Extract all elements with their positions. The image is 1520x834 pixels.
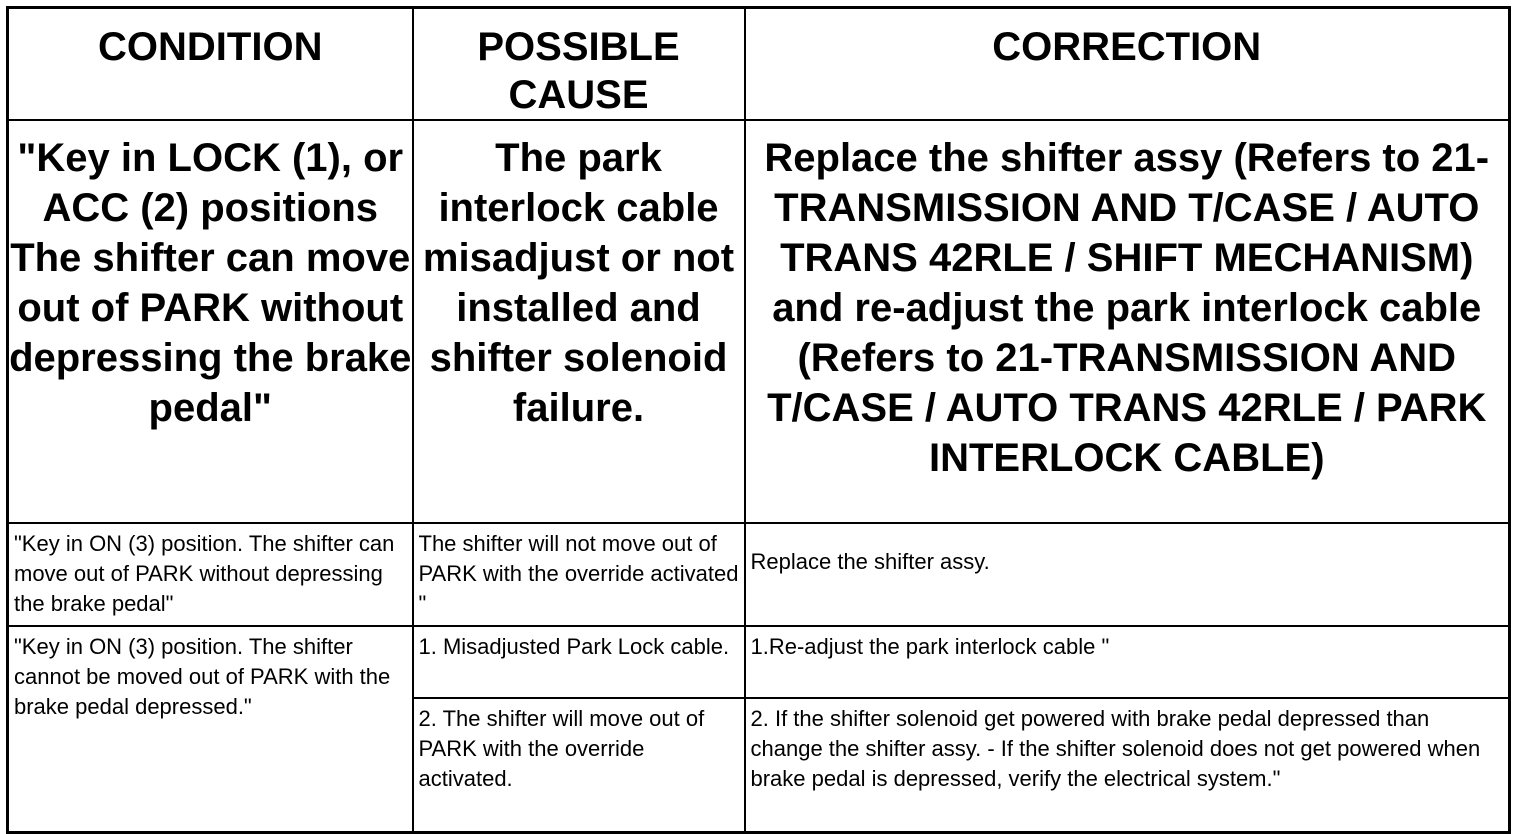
diagnosis-table <box>6 6 1511 834</box>
cause-cell: 1. Misadjusted Park Lock cable. <box>413 626 745 698</box>
condition-cell: "Key in LOCK (1), or ACC (2) positions The shifter can move out of PARK without depressing the brake pedal" <box>8 120 413 523</box>
cause-cell: The shifter will not move out of PARK with the override activated " <box>413 523 745 626</box>
header-possible-cause: POSSIBLE CAUSE <box>413 8 745 121</box>
condition-cell: "Key in ON (3) position. The shifter can move out of PARK without depressing the brake pedal" <box>8 523 413 626</box>
table-row <box>8 120 1510 523</box>
correction-cell: Replace the shifter assy (Refers to 21-TRANSMISSION AND T/CASE / AUTO TRANS 42RLE / SHIFT MECHANISM) and re-adjust the park interlock cable (Refers to 21-TRANSMISSION AND T/CASE / AUTO TRANS 42RLE / PARK INTERLOCK CABLE) <box>745 120 1510 523</box>
header-correction: CORRECTION <box>745 8 1510 121</box>
cause-cell: 2. The shifter will move out of PARK with the override activated. <box>413 698 745 832</box>
correction-cell: 1.Re-adjust the park interlock cable " <box>745 626 1510 698</box>
header-row <box>8 8 1510 121</box>
correction-cell: Replace the shifter assy. <box>745 523 1510 626</box>
cause-cell: The park interlock cable misadjust or not installed and shifter solenoid failure. <box>413 120 745 523</box>
table-row <box>8 626 1510 698</box>
condition-cell: "Key in ON (3) position. The shifter cannot be moved out of PARK with the brake pedal depressed." <box>8 626 413 832</box>
correction-cell: 2. If the shifter solenoid get powered with brake pedal depressed than change the shifter assy. - If the shifter solenoid does not get powered when brake pedal is depressed, verify the electrical system." <box>745 698 1510 832</box>
table-row <box>8 523 1510 626</box>
header-condition: CONDITION <box>8 8 413 121</box>
